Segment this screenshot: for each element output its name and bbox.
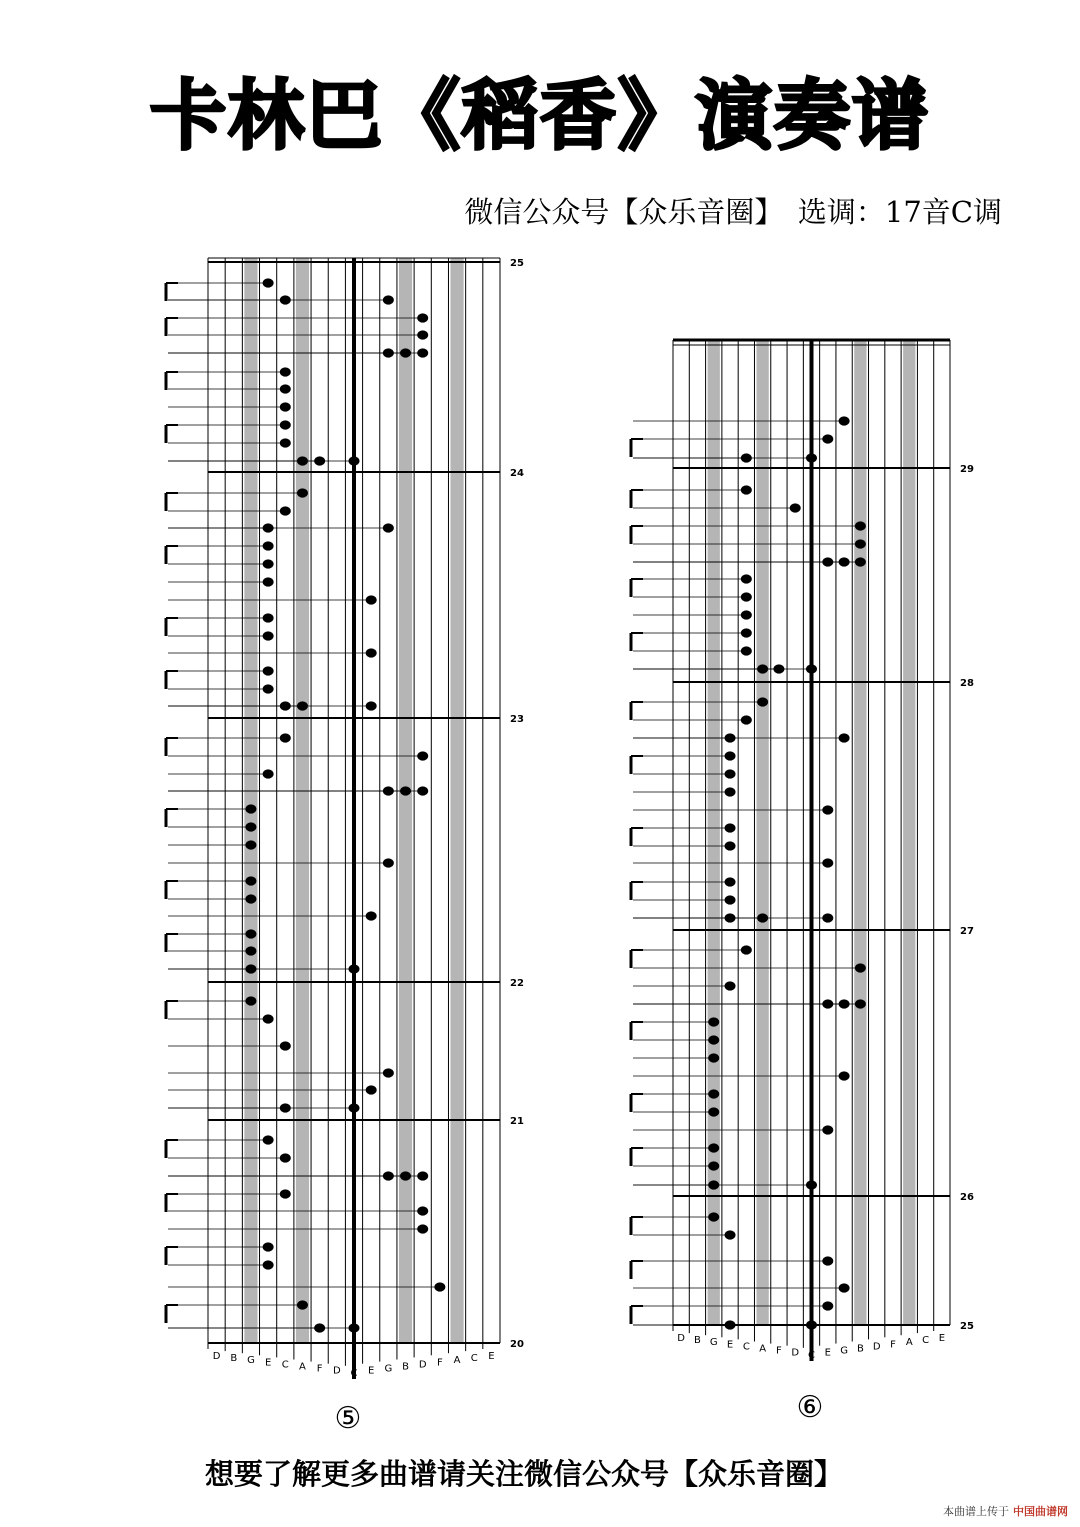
note-dot [383, 523, 394, 532]
tine-label: D [677, 1333, 685, 1344]
note-dot [417, 1171, 428, 1180]
bar-number: 26 [960, 1192, 974, 1203]
note-dot [839, 416, 850, 425]
tine-label: B [230, 1353, 238, 1365]
tine-label: G [384, 1363, 393, 1375]
bar-number: 23 [510, 714, 524, 725]
note-dot [725, 787, 736, 796]
note-dot [417, 330, 428, 339]
tine-label: G [840, 1345, 848, 1357]
grey-tine-band [756, 340, 768, 1325]
note-dot [280, 438, 291, 447]
note-dot [725, 877, 736, 886]
tine-label: C [742, 1341, 750, 1353]
note-dot [383, 295, 394, 304]
tine-label: E [488, 1351, 495, 1362]
note-dot [806, 453, 817, 462]
note-dot [839, 733, 850, 742]
note-dot [822, 858, 833, 867]
system-number: ⑤ [334, 1401, 362, 1436]
tine-label: A [905, 1337, 913, 1349]
note-dot [263, 559, 274, 568]
tine-label: A [299, 1361, 306, 1373]
note-dot [263, 613, 274, 622]
note-dot [839, 1283, 850, 1292]
grey-tine-band [244, 258, 257, 1343]
note-dot [417, 1206, 428, 1215]
tine-label: C [281, 1359, 289, 1371]
note-dot [417, 348, 428, 357]
note-dot [349, 456, 360, 465]
note-dot [708, 1107, 719, 1116]
page-title: 卡林巴《稻香》演奏谱 [150, 71, 930, 160]
note-dot [839, 1071, 850, 1080]
note-dot [741, 592, 752, 601]
footer-credit [943, 1503, 1068, 1519]
note-dot [725, 823, 736, 832]
note-dot [708, 1143, 719, 1152]
note-dot [725, 895, 736, 904]
note-dot [280, 1041, 291, 1050]
note-dot [741, 485, 752, 494]
note-dot [708, 1017, 719, 1026]
tine-label: A [759, 1343, 767, 1355]
note-dot [708, 1053, 719, 1062]
tine-label: A [453, 1355, 461, 1367]
tab-system-6 [631, 340, 974, 1425]
tine-label: B [694, 1335, 701, 1347]
note-dot [708, 1035, 719, 1044]
note-dot [383, 858, 394, 867]
note-dot [263, 684, 274, 693]
bar-number: 25 [960, 1321, 974, 1332]
tine-label: D [872, 1341, 881, 1353]
note-dot [741, 574, 752, 583]
note-dot [280, 506, 291, 515]
note-dot [708, 1089, 719, 1098]
note-dot [725, 769, 736, 778]
note-dot [349, 1323, 360, 1332]
tab-system-5 [166, 258, 524, 1436]
note-dot [725, 841, 736, 850]
note-dot [417, 786, 428, 795]
note-dot [822, 913, 833, 922]
note-dot [245, 946, 256, 955]
note-dot [263, 769, 274, 778]
credit-brand: 中国曲谱网 [1013, 1505, 1068, 1518]
note-dot [725, 1230, 736, 1239]
note-dot [822, 805, 833, 814]
bar-number: 29 [960, 464, 974, 475]
tine-label: E [368, 1365, 375, 1377]
tine-label: E [938, 1333, 946, 1344]
note-dot [806, 1180, 817, 1189]
grey-tine-band [450, 258, 463, 1343]
bar-number: 24 [510, 468, 524, 479]
bar-number: 25 [510, 258, 524, 269]
tine-label: C [470, 1353, 478, 1365]
tine-label: G [247, 1355, 255, 1367]
note-dot [822, 1301, 833, 1310]
grey-tine-band [903, 340, 915, 1325]
note-dot [280, 367, 291, 376]
note-dot [349, 964, 360, 973]
note-dot [725, 733, 736, 742]
bar-number: 28 [960, 678, 974, 689]
note-dot [366, 701, 377, 710]
note-dot [806, 1320, 817, 1329]
note-dot [366, 595, 377, 604]
note-dot [245, 996, 256, 1005]
tine-label: B [856, 1343, 864, 1355]
note-dot [741, 715, 752, 724]
note-dot [855, 999, 866, 1008]
tine-label: E [726, 1339, 734, 1351]
note-dot [280, 733, 291, 742]
bar-number: 27 [960, 926, 974, 937]
note-dot [725, 981, 736, 990]
note-dot [349, 1103, 360, 1112]
note-dot [263, 523, 274, 532]
note-dot [297, 1300, 308, 1309]
note-dot [263, 1014, 274, 1023]
tine-label: E [264, 1357, 272, 1369]
note-dot [855, 963, 866, 972]
tine-label: C [808, 1349, 815, 1361]
note-dot [280, 402, 291, 411]
grey-tine-band [708, 340, 720, 1325]
note-dot [757, 697, 768, 706]
note-dot [263, 666, 274, 675]
note-dot [280, 1153, 291, 1162]
note-dot [263, 278, 274, 287]
note-dot [263, 577, 274, 586]
tine-label: F [890, 1339, 896, 1351]
note-dot [806, 664, 817, 673]
credit-prefix: 本曲谱上传于 [943, 1505, 1009, 1518]
note-dot [366, 911, 377, 920]
note-dot [741, 610, 752, 619]
tine-label: D [791, 1347, 800, 1359]
tine-label: C [922, 1335, 930, 1347]
note-dot [790, 503, 801, 512]
tine-label: G [709, 1337, 718, 1349]
note-dot [245, 929, 256, 938]
tine-label: F [316, 1363, 323, 1375]
grey-tine-band [296, 258, 309, 1343]
note-dot [263, 541, 274, 550]
note-dot [383, 1068, 394, 1077]
footer-text: 想要了解更多曲谱请关注微信公众号【众乐音圈】 [205, 1457, 844, 1491]
note-dot [263, 631, 274, 640]
note-dot [822, 1256, 833, 1265]
note-dot [741, 628, 752, 637]
bar-number: 21 [510, 1116, 524, 1127]
tine-label: E [824, 1347, 831, 1359]
note-dot [366, 1085, 377, 1094]
note-dot [417, 751, 428, 760]
note-dot [855, 539, 866, 548]
note-dot [245, 822, 256, 831]
note-dot [297, 488, 308, 497]
note-dot [245, 804, 256, 813]
note-dot [245, 876, 256, 885]
note-dot [280, 1189, 291, 1198]
tine-label: C [350, 1367, 358, 1379]
bar-number: 22 [510, 978, 524, 989]
tine-label: D [332, 1365, 341, 1377]
note-dot [822, 434, 833, 443]
tine-label: F [436, 1357, 443, 1369]
grey-tine-band [854, 340, 866, 1325]
note-dot [741, 646, 752, 655]
note-dot [708, 1161, 719, 1170]
subtitle: 微信公众号【众乐音圈】 选调：17音C调 [464, 195, 1002, 229]
note-dot [280, 384, 291, 393]
note-dot [417, 313, 428, 322]
tine-label: D [212, 1351, 221, 1362]
note-dot [822, 1125, 833, 1134]
note-dot [263, 1242, 274, 1251]
system-number: ⑥ [796, 1390, 824, 1425]
note-dot [417, 1224, 428, 1233]
note-dot [855, 521, 866, 530]
note-dot [263, 1135, 274, 1144]
note-dot [725, 751, 736, 760]
tine-label: B [402, 1361, 409, 1373]
note-dot [366, 648, 377, 657]
bar-number: 20 [510, 1339, 524, 1350]
note-dot [434, 1282, 445, 1291]
note-dot [263, 1260, 274, 1269]
note-dot [855, 557, 866, 566]
note-dot [245, 840, 256, 849]
tine-label: F [776, 1345, 782, 1357]
note-dot [741, 945, 752, 954]
tine-label: D [418, 1359, 427, 1371]
note-dot [708, 1212, 719, 1221]
note-dot [280, 420, 291, 429]
note-dot [245, 894, 256, 903]
